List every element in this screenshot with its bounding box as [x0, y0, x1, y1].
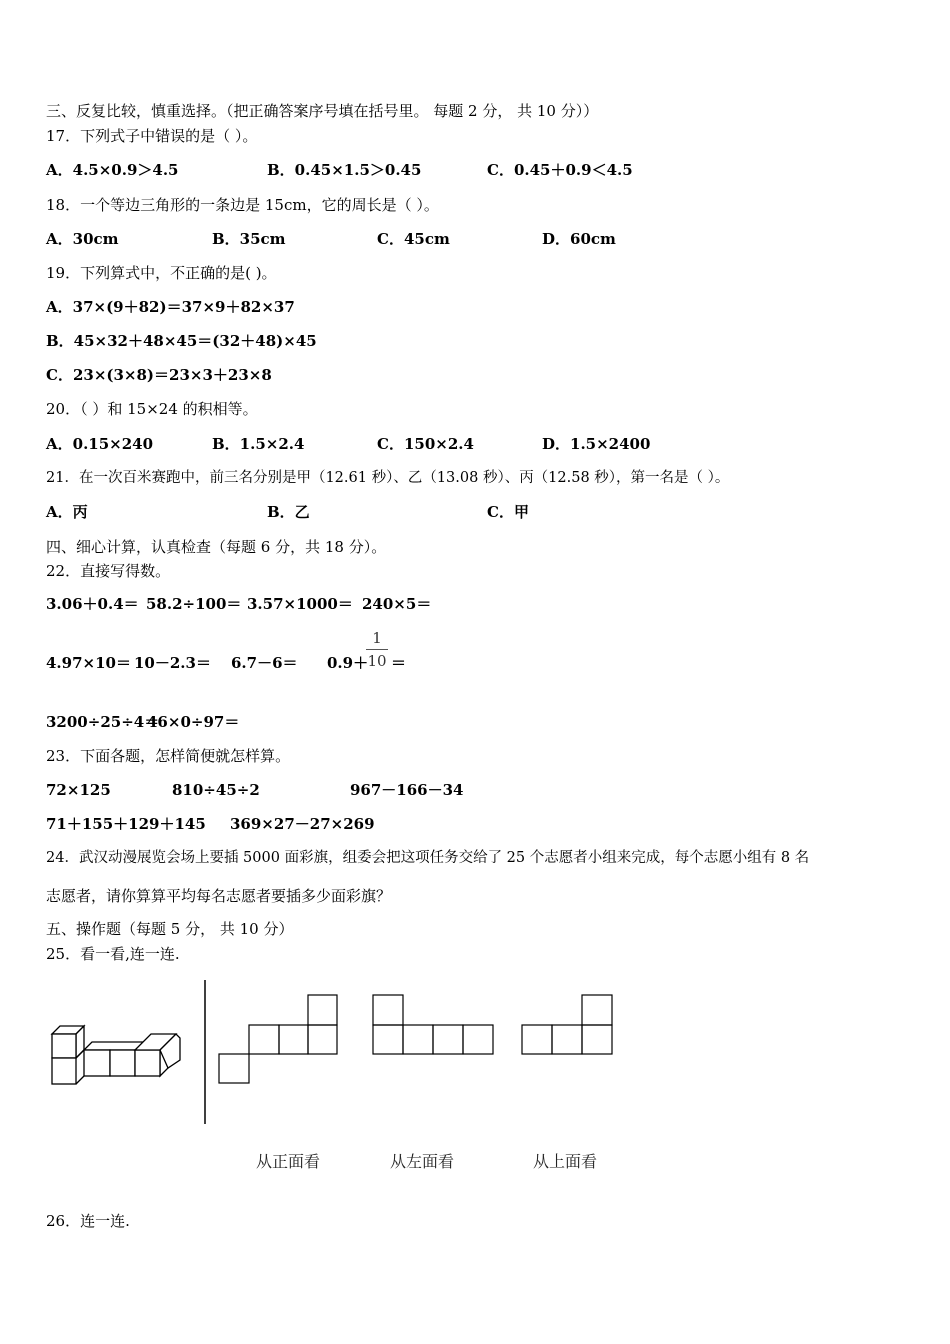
- q20-option-c: C．150×2.4: [377, 435, 474, 453]
- q23-item: 369×27－27×269: [230, 815, 375, 833]
- q18-option-a: A．30cm: [46, 230, 119, 248]
- q25-stem: 25．看一看,连一连.: [46, 945, 180, 963]
- q21-option-a: A．丙: [46, 503, 88, 521]
- q22-item: 3.06＋0.4＝: [46, 595, 139, 613]
- q24-line2: 志愿者，请你算算平均每名志愿者要插多少面彩旗？: [46, 887, 392, 905]
- q22-item: 46×0÷97＝: [147, 713, 240, 731]
- section3-heading: 三、反复比较，慎重选择。（把正确答案序号填在括号里。 每题 2 分， 共 10 分））: [46, 102, 599, 120]
- q22-item-suffix: ＝: [391, 654, 407, 672]
- q18-stem: 18．一个等边三角形的一条边是 15cm，它的周长是（ ）。: [46, 196, 439, 214]
- q22-item-prefix: 0.9＋: [327, 654, 369, 672]
- q22-stem: 22．直接写得数。: [46, 562, 171, 580]
- q22-item: 4.97×10＝: [46, 654, 131, 672]
- q23-stem: 23．下面各题，怎样简便就怎样算。: [46, 747, 291, 765]
- q20-stem: 20．（ ）和 15×24 的积相等。: [46, 400, 258, 418]
- q17-option-a: A．4.5×0.9＞4.5: [46, 161, 179, 179]
- cube-figure: [46, 1020, 186, 1092]
- q17-stem: 17．下列式子中错误的是（ ）。: [46, 127, 258, 145]
- q26-stem: 26．连一连.: [46, 1212, 130, 1230]
- q21-stem: 21．在一次百米赛跑中，前三名分别是甲（12.61 秒）、乙（13.08 秒）、丙（12.58 秒），第一名是（ ）。: [46, 470, 730, 486]
- q23-item: 967－166－34: [350, 781, 464, 799]
- fraction-numerator: 1: [372, 629, 382, 647]
- q20-option-d: D．1.5×2400: [542, 435, 651, 453]
- q17-option-b: B．0.45×1.5＞0.45: [267, 161, 422, 179]
- divider-line: [203, 980, 207, 1124]
- q23-item: 810÷45÷2: [172, 781, 260, 799]
- q21-option-c: C．甲: [487, 503, 529, 521]
- q19-option-c: C．23×(3×8)＝23×3＋23×8: [46, 366, 272, 384]
- q18-option-c: C．45cm: [377, 230, 450, 248]
- q22-item: 6.7－6＝: [231, 654, 298, 672]
- q17-option-c: C．0.45＋0.9＜4.5: [487, 161, 633, 179]
- q18-option-d: D．60cm: [542, 230, 616, 248]
- q19-option-a: A．37×(9＋82)＝37×9＋82×37: [46, 298, 295, 316]
- q23-item: 72×125: [46, 781, 111, 799]
- q23-item: 71＋155＋129＋145: [46, 815, 206, 833]
- q18-option-b: B．35cm: [212, 230, 286, 248]
- q20-option-a: A．0.15×240: [46, 435, 154, 453]
- fraction: [366, 629, 388, 670]
- view-shape-2: [372, 994, 498, 1058]
- q22-item: 3.57×1000＝: [247, 595, 353, 613]
- q22-item: 3200÷25÷4＝: [46, 713, 160, 731]
- q24-line1: 24．武汉动漫展览会场上要插 5000 面彩旗，组委会把这项任务交给了 25 个志愿者小组来完成，每个志愿小组有 8 名: [46, 850, 810, 866]
- section4-heading: 四、细心计算，认真检查（每题 6 分，共 18 分）。: [46, 538, 387, 556]
- q20-option-b: B．1.5×2.4: [212, 435, 305, 453]
- q19-option-b: B．45×32＋48×45＝(32＋48)×45: [46, 332, 317, 350]
- q22-item: 58.2÷100＝: [146, 595, 242, 613]
- caption-front-view: 从正面看: [256, 1152, 321, 1171]
- fraction-denominator: 10: [367, 652, 387, 670]
- q19-stem: 19．下列算式中，不正确的是( )。: [46, 264, 277, 282]
- caption-left-view: 从左面看: [390, 1152, 455, 1171]
- q22-item: 10－2.3＝: [134, 654, 211, 672]
- view-shape-3: [521, 994, 617, 1058]
- q21-option-b: B．乙: [267, 503, 310, 521]
- section5-heading: 五、操作题（每题 5 分， 共 10 分）: [46, 920, 294, 938]
- view-shape-1: [218, 994, 342, 1086]
- fraction-bar: [366, 649, 388, 650]
- q22-item: 240×5＝: [362, 595, 432, 613]
- caption-top-view: 从上面看: [533, 1152, 598, 1171]
